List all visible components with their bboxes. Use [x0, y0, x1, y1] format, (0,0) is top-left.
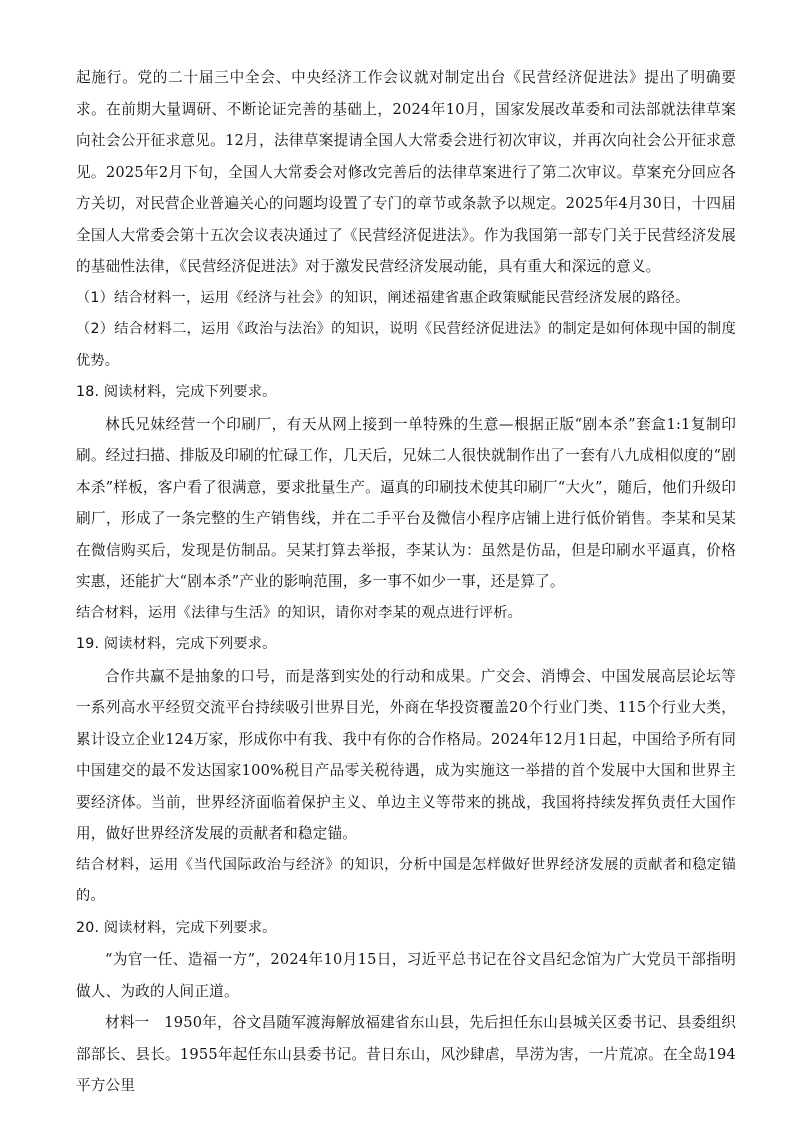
- question-19-material: 合作共赢不是抽象的口号，而是落到实处的行动和成果。广交会、消博会、中国发展高层论坛等一系列高水平经贸交流平台持续吸引世界目光，外商在华投资覆盖20个行业门类、115个行业大类，累计设立企业124万家，形成你中有我、我中有你的合作格局。2024年12月1日起，中国给予所有同中国建交的最不发达国家100%税目产品零关税待遇，成为实施这一举措的首个发展中大国和世界主要经济体。当前，世界经济面临着保护主义、单边主义等带来的挑战，我国将持续发挥负责任大国作用，做好世界经济发展的贡献者和稳定锚。: [76, 667, 736, 842]
- question-17-part-2: （2）结合材料二，运用《政治与法治》的知识，说明《民营经济促进法》的制定是如何体现中国的制度优势。: [76, 321, 736, 369]
- question-18-heading: 18. 阅读材料，完成下列要求。: [76, 384, 277, 400]
- question-18-material: 林氏兄妹经营一个印刷厂，有天从网上接到一单特殊的生意—根据正版“剧本杀”套盒1:1复制印刷。经过扫描、排版及印刷的忙碌工作，几天后，兄妹二人很快就制作出了一套有八九成相似度的“剧本杀”样板，客户看了很满意，要求批量生产。逼真的印刷技术使其印刷厂“大火”，随后，他们升级印刷厂，形成了一条完整的生产销售线，并在二手平台及微信小程序店铺上进行低价销售。李某和吴某在微信购买后，发现是仿制品。吴某打算去举报，李某认为：虽然是仿品，但是印刷水平逼真，价格实惠，还能扩大“剧本杀”产业的影响范围，多一事不如少一事，还是算了。: [76, 415, 736, 590]
- question-19-heading: 19. 阅读材料，完成下列要求。: [76, 636, 277, 652]
- question-20-intro: “为官一任、造福一方”，2024年10月15日，习近平总书记在谷文昌纪念馆为广大党员干部指明做人、为政的人间正道。: [76, 951, 736, 1000]
- document-page: [76, 62, 736, 1102]
- question-17-part-1: （1）结合材料一，运用《经济与社会》的知识，阐述福建省惠企政策赋能民营经济发展的路径。: [76, 289, 690, 306]
- question-20-heading: 20. 阅读材料，完成下列要求。: [76, 919, 277, 936]
- question-20-material-1: 材料一 1950年，谷文昌随军渡海解放福建省东山县，先后担任东山县城关区委书记、县委组织部部长、县长。1955年起任东山县委书记。昔日东山，风沙肆虐，旱涝为害，一片荒凉。在全岛194平方公里: [76, 1014, 736, 1094]
- material-continuation-paragraph: 起施行。党的二十届三中全会、中央经济工作会议就对制定出台《民营经济促进法》提出了明确要求。在前期大量调研、不断论证完善的基础上，2024年10月，国家发展改革委和司法部就法律草案向社会公开征求意见。12月，法律草案提请全国人大常委会进行初次审议，并再次向社会公开征求意见。2025年2月下旬，全国人大常委会对修改完善后的法律草案进行了第二次审议。草案充分回应各方关切，对民营企业普遍关心的问题均设置了专门的章节或条款予以规定。2025年4月30日，十四届全国人大常委会第十五次会议表决通过了《民营经济促进法》。作为我国第一部专门关于民营经济发展的基础性法律，《民营经济促进法》对于激发民营经济发展动能，具有重大和深远的意义。: [76, 69, 736, 275]
- question-18-task: 结合材料，运用《法律与生活》的知识，请你对李某的观点进行评析。: [76, 604, 523, 621]
- question-19-task: 结合材料，运用《当代国际政治与经济》的知识，分析中国是怎样做好世界经济发展的贡献者和稳定锚的。: [76, 856, 736, 904]
